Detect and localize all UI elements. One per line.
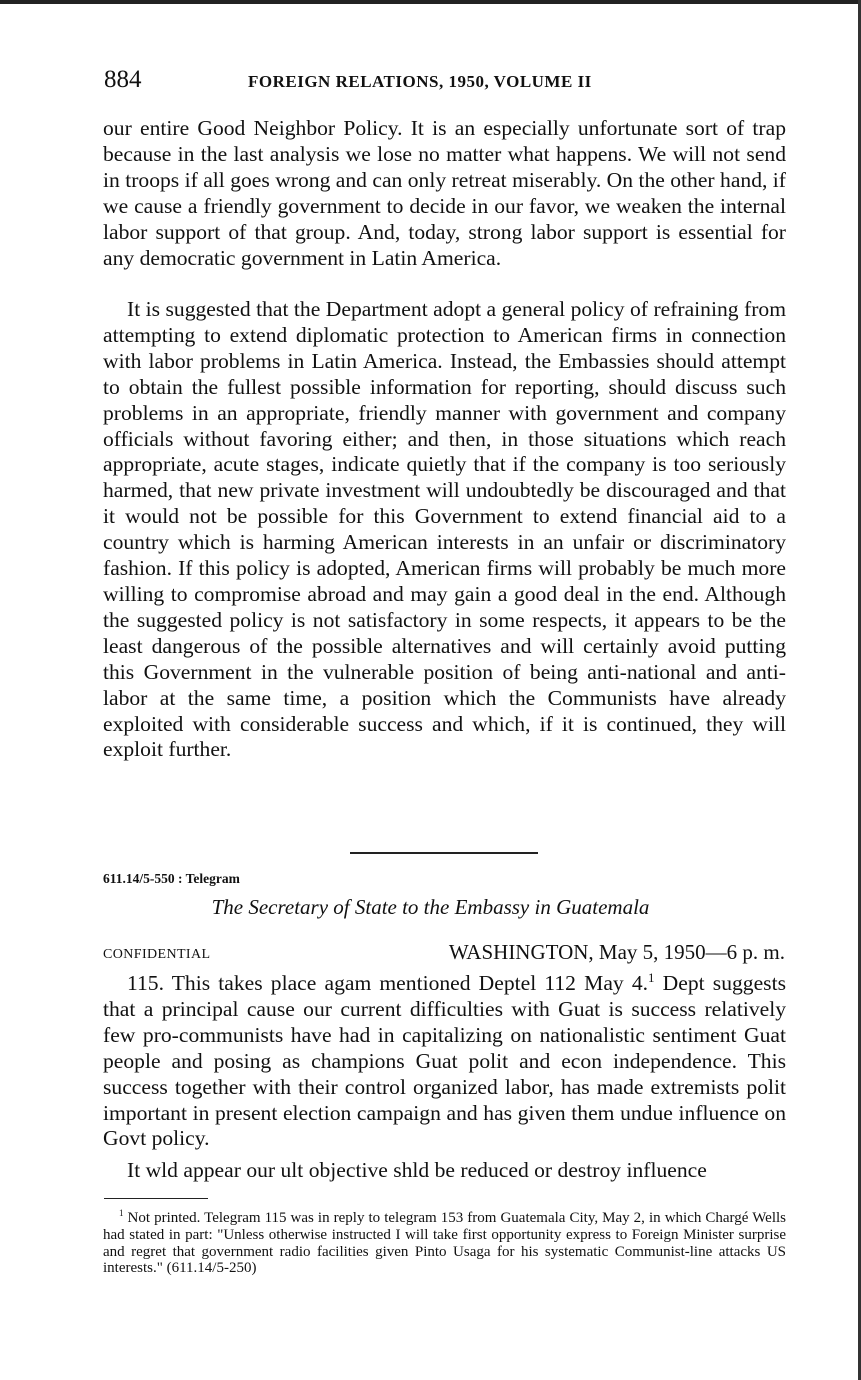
page-header: [104, 66, 784, 100]
footnote-rule: [104, 1198, 208, 1199]
telegram-paragraph-1: [103, 971, 786, 1152]
classification-label: CONFIDENTIAL: [103, 947, 211, 962]
section-separator: [350, 852, 538, 854]
page-number: 884: [104, 66, 142, 93]
continued-paragraph: our entire Good Neighbor Policy. It is an especially unfortunate sort of trap because in the last analysis we lose no matter what happens. We will not send in troops if all goes wrong and can only retreat miserably. On the other hand, if we cause a friendly government to decide in our favor, we weaken the internal labor support of that group. And, today, strong labor support is essential for any democratic government in Latin America.: [103, 116, 786, 270]
page-top-border: [0, 0, 861, 4]
file-reference: 611.14/5-550 : Telegram: [103, 871, 240, 886]
footnote-marker: 1: [119, 1208, 124, 1218]
document-title: The Secretary of State to the Embassy in Guatemala: [211, 895, 650, 919]
telegram-paragraph-2: It wld appear our ult objective shld be reduced or destroy influence: [127, 1158, 707, 1182]
telegram-text-1a: 115. This takes place agam mentioned Deptel 112 May 4.: [127, 971, 649, 995]
footnote-text: Not printed. Telegram 115 was in reply to telegram 153 from Guatemala City, May 2, in which Chargé Wells had stated in part: "Unless otherwise instructed I will take first opportunity express to Foreign Minister surprise and regret that government radio facilities given Pinto Usaga for his systematic Communist-line attacks US interests." (611.14/5-250): [103, 1210, 786, 1277]
running-head: FOREIGN RELATIONS, 1950, VOLUME II: [248, 72, 592, 91]
dateline: WASHINGTON, May 5, 1950—6 p. m.: [448, 940, 785, 964]
footnote-reference: 1: [648, 969, 655, 985]
telegram-text-1b: Dept suggests that a principal cause our current difficulties with Guat is success relatively few pro-communists have had in capitalizing on nationalistic sentiment Guat people and posing as champions Guat polit and econ independence. This success together with their control organized labor, has made extremists polit important in present election campaign and has given them undue influence on Govt policy.: [103, 971, 786, 1151]
policy-paragraph: It is suggested that the Department adopt a general policy of refraining from attempting to extend diplomatic protection to American firms in connection with labor problems in Latin America. Instead, the Embassies should attempt to obtain the fullest possible information for reporting, should discuss such problems in an appropriate, friendly manner with government and company officials without favoring either; and then, in those situations which reach appropriate, acute stages, indicate quietly that if the company is too seriously harmed, that new private investment will undoubtedly be discouraged and that it would not be possible for this Government to extend financial aid to a country which is harming American interests in an unfair or discriminatory fashion. If this policy is adopted, American firms will probably be much more willing to compromise abroad and may gain a good deal in the end. Although the suggested policy is not satisfactory in some respects, it appears to be the least dangerous of the possible alternatives and will certainly avoid putting this Government in the vulnerable position of being anti-national and anti-labor at the same time, a position which the Communists have already exploited with considerable success and which, if it is continued, they will exploit further.: [103, 297, 786, 762]
footnote: [103, 1210, 786, 1277]
